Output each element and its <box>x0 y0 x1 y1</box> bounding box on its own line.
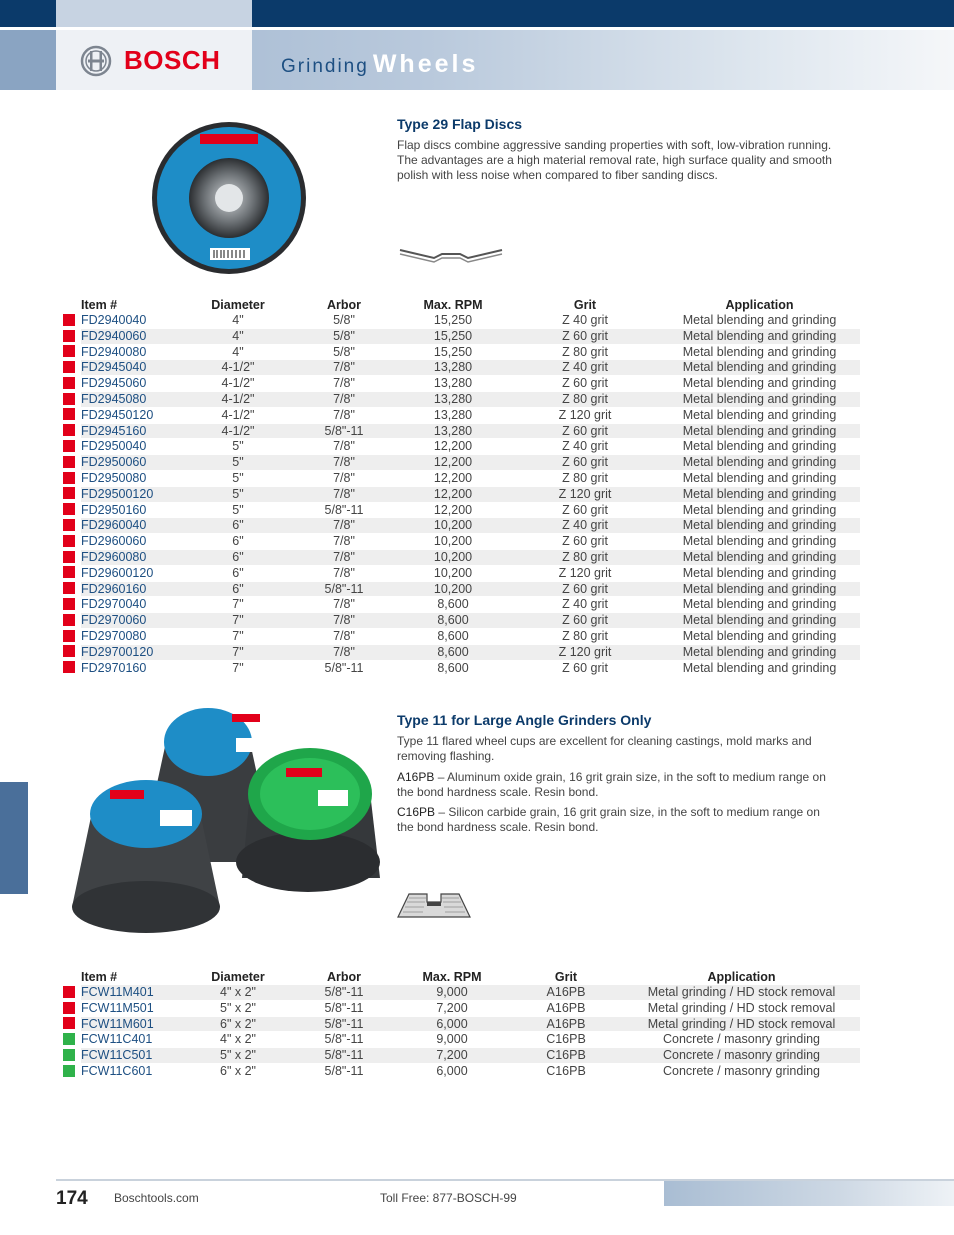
cell-item-number: FD2960160 <box>81 581 183 597</box>
cup-wheels-image <box>70 702 382 934</box>
cell-item-number: FD2940060 <box>81 328 183 344</box>
cell-diameter: 6" <box>183 534 293 550</box>
cell-item-number: FD2940040 <box>81 313 183 328</box>
red-marker-icon <box>63 1002 75 1014</box>
cell-max-rpm: 7,200 <box>395 1048 509 1064</box>
cell-item-number: FD2945080 <box>81 391 183 407</box>
col-header-arbor: Arbor <box>326 298 362 312</box>
cell-arbor: 5/8"-11 <box>293 423 395 439</box>
cell-grit: Z 40 grit <box>511 597 659 613</box>
table-row <box>56 660 860 676</box>
cell-arbor: 7/8" <box>293 376 395 392</box>
cell-arbor: 7/8" <box>293 486 395 502</box>
cell-item-number: FD2950060 <box>81 455 183 471</box>
a16pb-text: – Aluminum oxide grain, 16 grit grain size, in the soft to medium range on the bond hardness scale. Resin bond. <box>397 770 826 799</box>
red-marker-icon <box>63 487 75 499</box>
red-marker-icon <box>63 630 75 642</box>
cell-diameter: 4-1/2" <box>183 376 293 392</box>
cell-item-number: FD2950160 <box>81 502 183 518</box>
cell-application: Metal blending and grinding <box>659 502 860 518</box>
red-marker-icon <box>63 566 75 578</box>
table-row <box>56 1063 860 1079</box>
cell-application: Metal blending and grinding <box>659 391 860 407</box>
cell-max-rpm: 10,200 <box>395 534 511 550</box>
cell-max-rpm: 8,600 <box>395 597 511 613</box>
cell-item-number: FCW11M601 <box>81 1016 183 1032</box>
red-marker-icon <box>63 330 75 342</box>
cell-max-rpm: 10,200 <box>395 581 511 597</box>
cell-grit: Z 120 grit <box>511 565 659 581</box>
red-marker-icon <box>63 1017 75 1029</box>
cell-diameter: 7" <box>183 644 293 660</box>
table-row <box>56 502 860 518</box>
cell-grit: Z 120 grit <box>511 644 659 660</box>
cell-max-rpm: 12,200 <box>395 439 511 455</box>
cell-grit: Z 80 grit <box>511 470 659 486</box>
cell-max-rpm: 13,280 <box>395 391 511 407</box>
red-marker-icon <box>63 582 75 594</box>
cell-grit: C16PB <box>509 1048 623 1064</box>
table-row <box>56 644 860 660</box>
cell-diameter: 5" <box>183 502 293 518</box>
cell-diameter: 5" <box>183 439 293 455</box>
cell-item-number: FD29500120 <box>81 486 183 502</box>
cell-max-rpm: 8,600 <box>395 628 511 644</box>
cell-arbor: 5/8"-11 <box>293 1032 395 1048</box>
cell-application: Metal blending and grinding <box>659 328 860 344</box>
table-row <box>56 534 860 550</box>
cell-item-number: FCW11C601 <box>81 1063 183 1079</box>
cell-diameter: 5" x 2" <box>183 1000 293 1016</box>
cell-max-rpm: 6,000 <box>395 1016 509 1032</box>
table-row <box>56 439 860 455</box>
cell-diameter: 4-1/2" <box>183 407 293 423</box>
cell-max-rpm: 12,200 <box>395 470 511 486</box>
cell-grit: Z 60 grit <box>511 455 659 471</box>
cell-arbor: 5/8"-11 <box>293 1063 395 1079</box>
page-number: 174 <box>56 1188 88 1209</box>
cell-arbor: 7/8" <box>293 455 395 471</box>
type11-profile-icon <box>397 892 471 918</box>
cell-grit: A16PB <box>509 1016 623 1032</box>
table-row <box>56 486 860 502</box>
cell-diameter: 7" <box>183 628 293 644</box>
cell-max-rpm: 10,200 <box>395 565 511 581</box>
table-row <box>56 565 860 581</box>
cell-item-number: FD29600120 <box>81 565 183 581</box>
col-header-rpm: Max. RPM <box>422 970 482 984</box>
cell-diameter: 6" <box>183 549 293 565</box>
cell-diameter: 4" <box>183 344 293 360</box>
cell-application: Metal blending and grinding <box>659 644 860 660</box>
cell-max-rpm: 12,200 <box>395 455 511 471</box>
c16pb-note <box>397 805 837 835</box>
cell-application: Metal blending and grinding <box>659 455 860 471</box>
cell-diameter: 5" <box>183 455 293 471</box>
table-row <box>56 344 860 360</box>
red-marker-icon <box>63 424 75 436</box>
cell-diameter: 7" <box>183 660 293 676</box>
cell-diameter: 4" <box>183 313 293 328</box>
cell-diameter: 6" <box>183 518 293 534</box>
c16pb-text: – Silicon carbide grain, 16 grit grain size, in the soft to medium range on the bond hardness scale. Resin bond. <box>397 805 820 834</box>
table-row <box>56 455 860 471</box>
cell-grit: Z 60 grit <box>511 660 659 676</box>
cell-grit: Z 80 grit <box>511 344 659 360</box>
red-marker-icon <box>63 551 75 563</box>
table-row <box>56 1032 860 1048</box>
cell-max-rpm: 15,250 <box>395 313 511 328</box>
section1-description: Flap discs combine aggressive sanding properties with soft, low-vibration running. The advantages are a high material removal rate, high surface quality and smooth polish with less noise when compared to fiber sanding discs. <box>397 138 832 182</box>
page-title-light: Grinding <box>281 56 369 77</box>
cell-application: Metal blending and grinding <box>659 439 860 455</box>
header-top-light-segment <box>56 0 252 27</box>
green-marker-icon <box>63 1033 75 1045</box>
cell-max-rpm: 13,280 <box>395 423 511 439</box>
cell-application: Metal blending and grinding <box>659 613 860 629</box>
a16pb-code: A16PB <box>397 770 435 784</box>
cell-diameter: 4-1/2" <box>183 391 293 407</box>
table-row <box>56 407 860 423</box>
cell-application: Metal grinding / HD stock removal <box>623 1016 860 1032</box>
col-header-diameter: Diameter <box>211 970 265 984</box>
cell-diameter: 5" <box>183 470 293 486</box>
footer-toll-free: Toll Free: 877-BOSCH-99 <box>380 1191 517 1205</box>
cell-application: Metal blending and grinding <box>659 549 860 565</box>
col-header-application: Application <box>725 298 794 312</box>
a16pb-note <box>397 770 837 800</box>
table-row <box>56 1016 860 1032</box>
table-row <box>56 581 860 597</box>
cell-diameter: 4" x 2" <box>183 1032 293 1048</box>
red-marker-icon <box>63 645 75 657</box>
cell-grit: Z 40 grit <box>511 313 659 328</box>
cell-application: Concrete / masonry grinding <box>623 1063 860 1079</box>
bosch-armature-icon <box>80 45 112 77</box>
col-header-item: Item # <box>81 298 118 312</box>
cell-max-rpm: 15,250 <box>395 344 511 360</box>
cell-item-number: FD2940080 <box>81 344 183 360</box>
cell-grit: Z 60 grit <box>511 328 659 344</box>
cell-grit: Z 60 grit <box>511 534 659 550</box>
cell-arbor: 7/8" <box>293 518 395 534</box>
type29-table-header <box>56 298 860 313</box>
red-marker-icon <box>63 472 75 484</box>
cell-grit: Z 80 grit <box>511 391 659 407</box>
cell-item-number: FD2950040 <box>81 439 183 455</box>
cell-item-number: FD2945040 <box>81 360 183 376</box>
cell-diameter: 5" <box>183 486 293 502</box>
cell-diameter: 6" x 2" <box>183 1016 293 1032</box>
page-title-bold: Wheels <box>372 50 479 78</box>
cell-max-rpm: 12,200 <box>395 502 511 518</box>
col-header-rpm: Max. RPM <box>423 298 483 312</box>
cell-max-rpm: 8,600 <box>395 613 511 629</box>
cell-max-rpm: 12,200 <box>395 486 511 502</box>
cell-item-number: FCW11M401 <box>81 985 183 1000</box>
footer-website: Boschtools.com <box>114 1191 199 1205</box>
red-marker-icon <box>63 345 75 357</box>
cell-max-rpm: 8,600 <box>395 644 511 660</box>
cell-grit: Z 60 grit <box>511 423 659 439</box>
cell-item-number: FD2950080 <box>81 470 183 486</box>
section2-description: Type 11 flared wheel cups are excellent for cleaning castings, mold marks and removing flashing. <box>397 734 812 763</box>
cell-application: Metal blending and grinding <box>659 486 860 502</box>
cell-application: Metal grinding / HD stock removal <box>623 1000 860 1016</box>
cell-application: Metal blending and grinding <box>659 565 860 581</box>
cell-arbor: 7/8" <box>293 597 395 613</box>
cell-application: Metal blending and grinding <box>659 628 860 644</box>
red-marker-icon <box>63 503 75 515</box>
table-row <box>56 328 860 344</box>
table-row <box>56 985 860 1000</box>
cell-max-rpm: 9,000 <box>395 985 509 1000</box>
cell-arbor: 7/8" <box>293 391 395 407</box>
cell-grit: Z 40 grit <box>511 439 659 455</box>
green-marker-icon <box>63 1065 75 1077</box>
cell-item-number: FD2960060 <box>81 534 183 550</box>
cell-item-number: FD2945060 <box>81 376 183 392</box>
cell-grit: A16PB <box>509 985 623 1000</box>
cell-arbor: 7/8" <box>293 549 395 565</box>
cell-application: Metal grinding / HD stock removal <box>623 985 860 1000</box>
cell-grit: Z 60 grit <box>511 502 659 518</box>
col-header-application: Application <box>707 970 776 984</box>
section1-title: Type 29 Flap Discs <box>397 116 523 132</box>
cell-arbor: 5/8" <box>293 344 395 360</box>
table-row <box>56 628 860 644</box>
cell-item-number: FD2960040 <box>81 518 183 534</box>
cell-grit: Z 80 grit <box>511 628 659 644</box>
cell-application: Metal blending and grinding <box>659 581 860 597</box>
cell-arbor: 7/8" <box>293 644 395 660</box>
cell-grit: C16PB <box>509 1032 623 1048</box>
cell-arbor: 5/8"-11 <box>293 581 395 597</box>
cell-application: Metal blending and grinding <box>659 313 860 328</box>
table-row <box>56 518 860 534</box>
cell-grit: Z 60 grit <box>511 613 659 629</box>
red-marker-icon <box>63 456 75 468</box>
red-marker-icon <box>63 408 75 420</box>
red-marker-icon <box>63 393 75 405</box>
cell-item-number: FD2945160 <box>81 423 183 439</box>
c16pb-code: C16PB <box>397 805 436 819</box>
brand-logo: BOSCH <box>124 45 221 75</box>
side-tab <box>0 782 28 894</box>
red-marker-icon <box>63 377 75 389</box>
cell-arbor: 7/8" <box>293 565 395 581</box>
cell-arbor: 7/8" <box>293 407 395 423</box>
cell-max-rpm: 13,280 <box>395 407 511 423</box>
cell-diameter: 4" x 2" <box>183 985 293 1000</box>
cell-max-rpm: 7,200 <box>395 1000 509 1016</box>
cell-arbor: 7/8" <box>293 439 395 455</box>
page-title <box>281 50 478 79</box>
cell-arbor: 5/8"-11 <box>293 1016 395 1032</box>
red-marker-icon <box>63 986 75 998</box>
cell-grit: Z 40 grit <box>511 518 659 534</box>
cell-application: Metal blending and grinding <box>659 360 860 376</box>
cell-max-rpm: 8,600 <box>395 660 511 676</box>
red-marker-icon <box>63 598 75 610</box>
type29-spec-table <box>56 298 860 676</box>
cell-max-rpm: 13,280 <box>395 376 511 392</box>
footer-gradient-bar <box>664 1181 954 1206</box>
table-row <box>56 549 860 565</box>
cell-item-number: FD29450120 <box>81 407 183 423</box>
cell-arbor: 5/8"-11 <box>293 1048 395 1064</box>
table-row <box>56 391 860 407</box>
cell-application: Metal blending and grinding <box>659 660 860 676</box>
cell-application: Metal blending and grinding <box>659 597 860 613</box>
cell-item-number: FCW11C501 <box>81 1048 183 1064</box>
cell-arbor: 7/8" <box>293 470 395 486</box>
cell-grit: C16PB <box>509 1063 623 1079</box>
col-header-grit: Grit <box>554 970 578 984</box>
red-marker-icon <box>63 661 75 673</box>
cell-diameter: 6" x 2" <box>183 1063 293 1079</box>
header-left-block <box>0 30 56 90</box>
cell-arbor: 5/8"-11 <box>293 985 395 1000</box>
cell-arbor: 5/8"-11 <box>293 660 395 676</box>
cell-item-number: FD2960080 <box>81 549 183 565</box>
cell-arbor: 7/8" <box>293 613 395 629</box>
cell-application: Concrete / masonry grinding <box>623 1048 860 1064</box>
cell-application: Metal blending and grinding <box>659 470 860 486</box>
table-row <box>56 313 860 328</box>
type11-table-header <box>56 970 860 985</box>
cell-arbor: 5/8" <box>293 313 395 328</box>
cell-arbor: 5/8"-11 <box>293 502 395 518</box>
cell-diameter: 6" <box>183 581 293 597</box>
cell-application: Metal blending and grinding <box>659 518 860 534</box>
col-header-grit: Grit <box>573 298 597 312</box>
cell-item-number: FCW11M501 <box>81 1000 183 1016</box>
red-marker-icon <box>63 519 75 531</box>
red-marker-icon <box>63 314 75 326</box>
green-marker-icon <box>63 1049 75 1061</box>
cell-application: Metal blending and grinding <box>659 344 860 360</box>
red-marker-icon <box>63 535 75 547</box>
cell-grit: Z 60 grit <box>511 376 659 392</box>
flap-disc-image <box>150 120 308 276</box>
cell-application: Metal blending and grinding <box>659 376 860 392</box>
table-row <box>56 1000 860 1016</box>
cell-application: Metal blending and grinding <box>659 407 860 423</box>
cell-diameter: 4-1/2" <box>183 360 293 376</box>
cell-item-number: FD2970040 <box>81 597 183 613</box>
col-header-item: Item # <box>81 970 118 984</box>
red-marker-icon <box>63 440 75 452</box>
cell-diameter: 7" <box>183 597 293 613</box>
cell-grit: Z 120 grit <box>511 407 659 423</box>
cell-arbor: 7/8" <box>293 534 395 550</box>
cell-grit: Z 60 grit <box>511 581 659 597</box>
cell-diameter: 6" <box>183 565 293 581</box>
cell-diameter: 7" <box>183 613 293 629</box>
table-row <box>56 470 860 486</box>
cell-item-number: FD2970060 <box>81 613 183 629</box>
table-row <box>56 613 860 629</box>
cell-diameter: 5" x 2" <box>183 1048 293 1064</box>
cell-grit: Z 80 grit <box>511 549 659 565</box>
red-marker-icon <box>63 614 75 626</box>
col-header-arbor: Arbor <box>326 970 362 984</box>
table-row <box>56 423 860 439</box>
cell-max-rpm: 13,280 <box>395 360 511 376</box>
cell-arbor: 5/8"-11 <box>293 1000 395 1016</box>
type11-spec-table <box>56 970 860 1080</box>
cell-application: Metal blending and grinding <box>659 534 860 550</box>
cell-application: Concrete / masonry grinding <box>623 1032 860 1048</box>
cell-item-number: FD2970160 <box>81 660 183 676</box>
cell-max-rpm: 6,000 <box>395 1063 509 1079</box>
red-marker-icon <box>63 361 75 373</box>
cell-item-number: FD2970080 <box>81 628 183 644</box>
cell-arbor: 5/8" <box>293 328 395 344</box>
table-row <box>56 376 860 392</box>
cell-application: Metal blending and grinding <box>659 423 860 439</box>
cell-max-rpm: 10,200 <box>395 549 511 565</box>
table-row <box>56 1048 860 1064</box>
header-top-bar <box>0 0 954 27</box>
cell-arbor: 7/8" <box>293 628 395 644</box>
type29-profile-icon <box>398 246 504 264</box>
cell-diameter: 4-1/2" <box>183 423 293 439</box>
cell-max-rpm: 10,200 <box>395 518 511 534</box>
table-row <box>56 597 860 613</box>
cell-grit: Z 40 grit <box>511 360 659 376</box>
cell-diameter: 4" <box>183 328 293 344</box>
cell-item-number: FD29700120 <box>81 644 183 660</box>
cell-item-number: FCW11C401 <box>81 1032 183 1048</box>
cell-arbor: 7/8" <box>293 360 395 376</box>
section2-title: Type 11 for Large Angle Grinders Only <box>397 712 652 728</box>
cell-max-rpm: 9,000 <box>395 1032 509 1048</box>
col-header-diameter: Diameter <box>211 298 265 312</box>
cell-grit: A16PB <box>509 1000 623 1016</box>
table-row <box>56 360 860 376</box>
cell-max-rpm: 15,250 <box>395 328 511 344</box>
cell-grit: Z 120 grit <box>511 486 659 502</box>
